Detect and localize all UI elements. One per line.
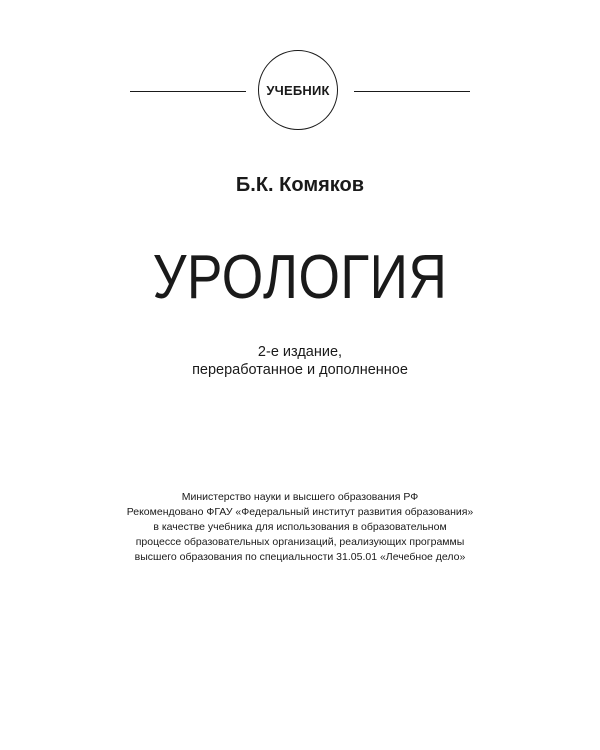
left-rule-divider (130, 91, 246, 92)
edition-line-1: 2-е издание, (257, 344, 343, 360)
approval-line-1: Министерство науки и высшего образования РФ (181, 491, 419, 503)
edition-line-2: переработанное и дополненное (192, 362, 408, 378)
approval-line-5: высшего образования по специальности 31.05.01 «Лечебное дело» (134, 551, 466, 563)
right-rule-divider (354, 91, 470, 92)
book-title: УРОЛОГИЯ (152, 243, 448, 312)
textbook-badge (258, 50, 338, 130)
approval-line-4: процессе образовательных организаций, реализующих программы (135, 536, 465, 548)
approval-line-2: Рекомендовано ФГАУ «Федеральный институт развития образования» (126, 506, 474, 518)
approval-statement (0, 490, 600, 565)
author-name: Б.К. Комяков (235, 174, 365, 196)
approval-line-3: в качестве учебника для использования в образовательном (153, 521, 447, 533)
edition-info (0, 343, 600, 379)
badge-label: УЧЕБНИК (266, 82, 330, 98)
badge-row (0, 52, 600, 132)
